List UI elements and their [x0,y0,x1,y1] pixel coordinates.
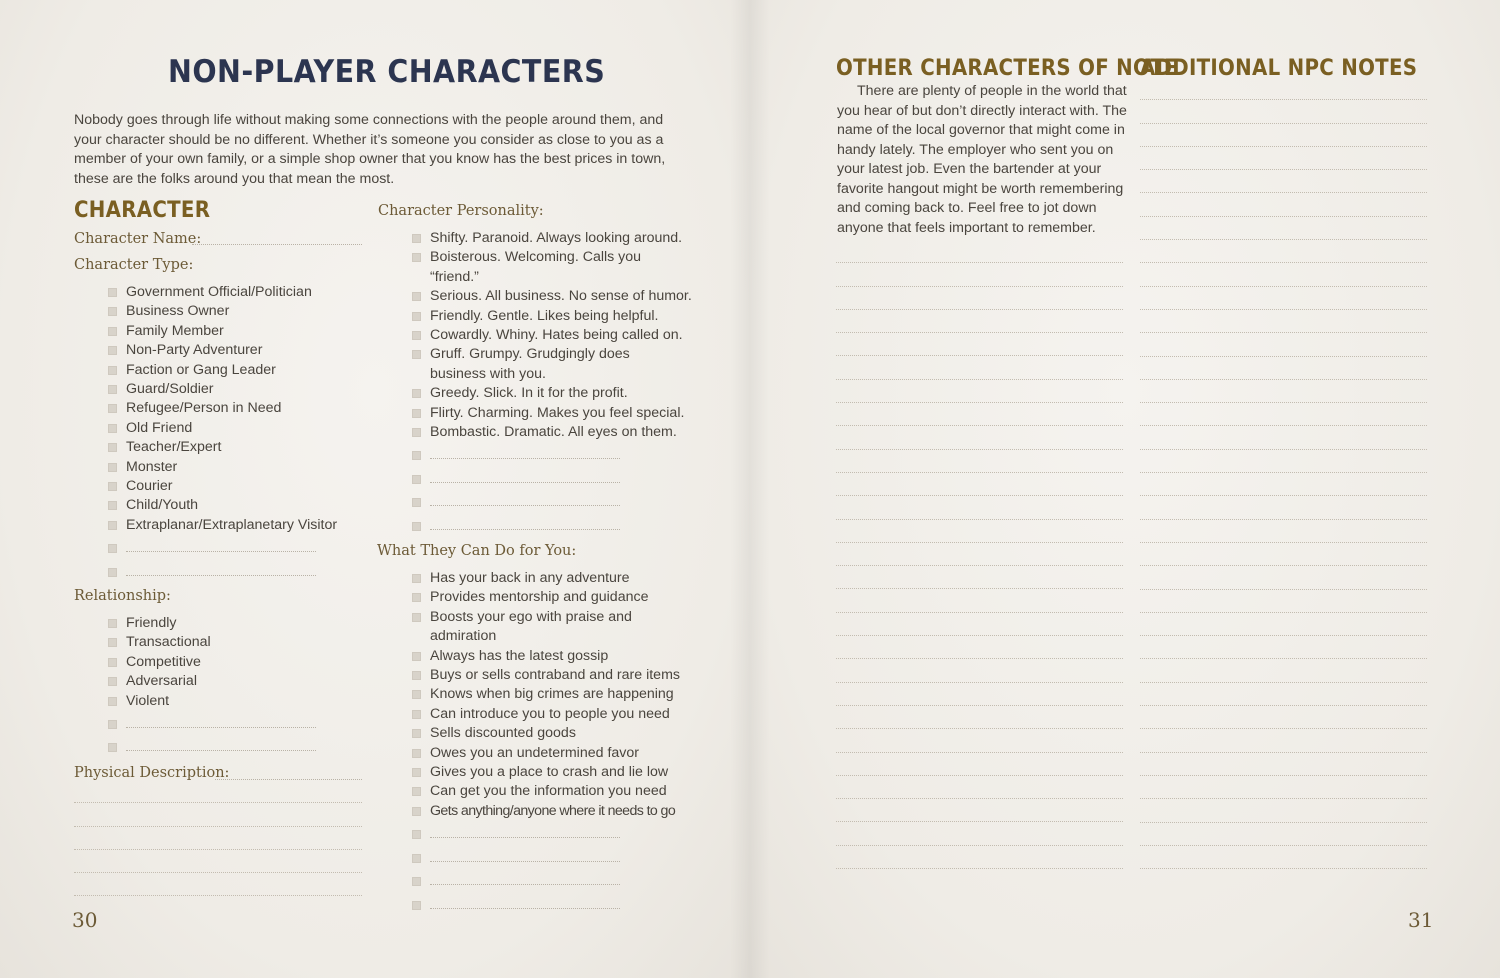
checkbox-icon[interactable] [108,463,117,472]
checkbox-icon[interactable] [412,428,421,437]
checkbox-icon[interactable] [108,424,117,433]
checkbox-icon[interactable] [108,658,117,667]
personality-label: Character Personality: [378,203,544,219]
checkbox-icon[interactable] [412,498,421,507]
blank-checkbox-item[interactable] [108,539,337,558]
checkbox-icon[interactable] [412,234,421,243]
blank-field[interactable] [430,447,620,459]
character-type-list [108,283,337,582]
book-gutter [730,0,770,978]
checkbox-icon[interactable] [108,327,117,336]
checkbox-icon[interactable] [108,638,117,647]
checkbox-item[interactable]: Has your back in any adventure [412,569,680,588]
checkbox-item[interactable]: Serious. All business. No sense of humor. [412,287,692,306]
can-do-label: What They Can Do for You: [377,543,577,559]
page-number-left: 30 [72,908,98,932]
blank-field[interactable] [126,739,316,751]
blank-checkbox-item[interactable] [412,872,680,891]
checkbox-item[interactable]: Provides mentorship and guidance [412,588,680,607]
checkbox-item[interactable]: Child/Youth [108,496,337,515]
checkbox-item[interactable]: Violent [108,692,316,711]
checkbox-item[interactable]: Shifty. Paranoid. Always looking around. [412,229,692,248]
checkbox-icon[interactable] [412,690,421,699]
blank-checkbox-item[interactable] [108,738,316,757]
checkbox-item[interactable]: Government Official/Politician [108,283,337,302]
checkbox-icon[interactable] [412,312,421,321]
checkbox-item[interactable]: Non-Party Adventurer [108,341,337,360]
checkbox-item[interactable]: Friendly [108,614,316,633]
blank-checkbox-item[interactable] [108,715,316,734]
checkbox-item[interactable]: Can introduce you to people you need [412,705,680,724]
checkbox-item[interactable]: Boisterous. Welcoming. Calls you [412,248,692,267]
blank-field[interactable] [430,494,620,506]
checkbox-item[interactable]: Guard/Soldier [108,380,337,399]
relationship-label: Relationship: [74,588,171,604]
checkbox-icon[interactable] [412,830,421,839]
relationship-list [108,614,316,758]
blank-field[interactable] [430,850,620,862]
checkbox-item[interactable]: Sells discounted goods [412,724,680,743]
physical-description-label: Physical Description: [74,765,230,781]
checkbox-icon[interactable] [412,409,421,418]
checkbox-icon[interactable] [412,350,421,359]
checkbox-item-continued: “friend.” [430,268,479,285]
checkbox-icon[interactable] [412,877,421,886]
blank-field[interactable] [430,471,620,483]
checkbox-item[interactable]: Greedy. Slick. In it for the profit. [412,384,692,403]
checkbox-item[interactable]: Refugee/Person in Need [108,399,337,418]
page-number-right: 31 [1408,908,1434,932]
character-heading: CHARACTER [74,198,211,223]
blank-checkbox-item[interactable] [412,896,680,915]
checkbox-item-continued: admiration [430,628,497,645]
blank-checkbox-item[interactable] [108,563,337,582]
blank-field[interactable] [430,873,620,885]
checkbox-item[interactable]: Old Friend [108,419,337,438]
checkbox-item-continued: business with you. [430,365,546,382]
checkbox-item[interactable]: Bombastic. Dramatic. All eyes on them. [412,423,692,442]
checkbox-icon[interactable] [412,652,421,661]
checkbox-icon[interactable] [412,613,421,622]
checkbox-icon[interactable] [412,574,421,583]
additional-notes-lines[interactable] [1140,77,1427,869]
page-title: NON-PLAYER CHARACTERS [168,54,606,90]
blank-field[interactable] [126,540,316,552]
checkbox-icon[interactable] [108,366,117,375]
checkbox-icon[interactable] [412,671,421,680]
checkbox-icon[interactable] [412,389,421,398]
checkbox-icon[interactable] [412,331,421,340]
checkbox-item[interactable]: Extraplanar/Extraplanetary Visitor [108,516,337,535]
blank-checkbox-item[interactable] [412,849,680,868]
checkbox-item[interactable]: Gives you a place to crash and lie low [412,763,680,782]
checkbox-item[interactable]: Monster [108,458,337,477]
blank-checkbox-item[interactable] [412,493,692,512]
checkbox-item[interactable]: Faction or Gang Leader [108,361,337,380]
checkbox-icon[interactable] [412,768,421,777]
blank-field[interactable] [430,897,620,909]
checkbox-icon[interactable] [412,710,421,719]
blank-field[interactable] [126,716,316,728]
other-characters-paragraph: There are plenty of people in the world that you hear of but don’t directly interact with. The name of the local governor that might come in handy lately. The employer who sent you on your latest job. Even the bartender at your favorite hangout might be worth remembering and coming back to. Feel free to jot down anyone that feels important to remember. [837,83,1127,236]
additional-notes-heading: ADDITIONAL NPC NOTES [1140,56,1418,81]
checkbox-item[interactable]: Can get you the information you need [412,782,680,801]
checkbox-icon[interactable] [412,522,421,531]
checkbox-icon[interactable] [108,544,117,553]
checkbox-icon[interactable] [412,749,421,758]
blank-checkbox-item[interactable] [412,446,692,465]
checkbox-item[interactable]: Teacher/Expert [108,438,337,457]
checkbox-item[interactable]: Cowardly. Whiny. Hates being called on. [412,326,692,345]
checkbox-icon[interactable] [108,482,117,491]
can-do-list [412,569,680,915]
checkbox-icon[interactable] [412,787,421,796]
checkbox-icon[interactable] [412,729,421,738]
checkbox-item[interactable]: Transactional [108,633,316,652]
checkbox-item[interactable]: Courier [108,477,337,496]
checkbox-icon[interactable] [108,443,117,452]
blank-checkbox-item[interactable] [412,470,692,489]
checkbox-item[interactable]: Owes you an undetermined favor [412,744,680,763]
physical-description-lines[interactable] [74,780,362,896]
checkbox-icon[interactable] [412,475,421,484]
checkbox-icon[interactable] [108,677,117,686]
checkbox-icon[interactable] [108,697,117,706]
checkbox-icon[interactable] [108,720,117,729]
checkbox-icon[interactable] [108,385,117,394]
checkbox-icon[interactable] [108,501,117,510]
checkbox-icon[interactable] [412,593,421,602]
blank-checkbox-item[interactable] [412,825,680,844]
checkbox-icon[interactable] [412,253,421,262]
checkbox-item[interactable]: Knows when big crimes are happening [412,685,680,704]
checkbox-item[interactable]: Always has the latest gossip [412,647,680,666]
character-name-label: Character Name: [74,231,202,247]
checkbox-item[interactable]: Family Member [108,322,337,341]
checkbox-icon[interactable] [412,292,421,301]
blank-checkbox-item[interactable] [412,517,692,536]
character-type-label: Character Type: [74,257,194,273]
checkbox-icon[interactable] [108,346,117,355]
other-characters-lines[interactable] [836,240,1123,869]
checkbox-icon[interactable] [108,404,117,413]
checkbox-item[interactable]: Gruff. Grumpy. Grudgingly does [412,345,692,364]
checkbox-icon[interactable] [108,288,117,297]
personality-list [412,229,692,536]
checkbox-icon[interactable] [412,807,421,816]
blank-field[interactable] [126,564,316,576]
checkbox-icon[interactable] [108,521,117,530]
character-name-field[interactable] [192,244,362,245]
checkbox-item[interactable]: Gets anything/anyone where it needs to go [412,802,680,821]
checkbox-item[interactable]: Buys or sells contraband and rare items [412,666,680,685]
checkbox-icon[interactable] [108,307,117,316]
checkbox-icon[interactable] [412,854,421,863]
checkbox-icon[interactable] [108,743,117,752]
checkbox-icon[interactable] [412,901,421,910]
blank-field[interactable] [430,518,620,530]
checkbox-item[interactable]: Adversarial [108,672,316,691]
checkbox-item[interactable]: Friendly. Gentle. Likes being helpful. [412,307,692,326]
checkbox-item[interactable]: Flirty. Charming. Makes you feel special. [412,404,692,423]
checkbox-icon[interactable] [108,619,117,628]
checkbox-item[interactable]: Business Owner [108,302,337,321]
checkbox-item[interactable]: Boosts your ego with praise and [412,608,680,627]
intro-paragraph: Nobody goes through life without making some connections with the people around them, and your character should be no different. Whether it’s someone you consider as close to you as a member of your own family, or a simple shop owner that you know has the best prices in town, these are the folks around you that mean the most. [74,112,666,187]
checkbox-icon[interactable] [108,568,117,577]
blank-field[interactable] [430,826,620,838]
checkbox-item[interactable]: Competitive [108,653,316,672]
checkbox-icon[interactable] [412,451,421,460]
other-characters-heading: OTHER CHARACTERS OF NOTE [836,56,1178,81]
